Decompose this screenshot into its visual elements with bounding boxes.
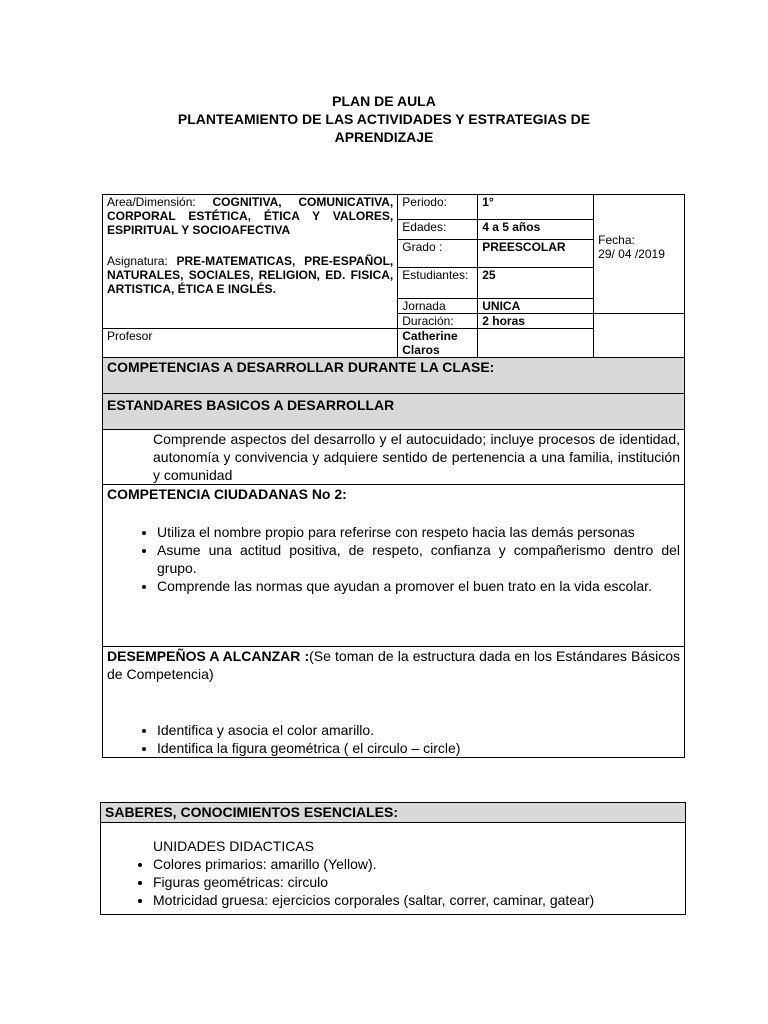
area-cell: Area/Dimensión: COGNITIVA, COMUNICATIVA, CORPORAL ESTÉTICA, ÉTICA Y VALORES, ESPIRITUAL Y SOCIOAFECTIVA [103, 195, 398, 254]
ciudadanas-list [107, 523, 680, 595]
saberes-cell [101, 823, 686, 915]
grado-value: PREESCOLAR [478, 240, 594, 268]
edades-value: 4 a 5 años [478, 220, 594, 240]
estudiantes-label: Estudiantes: [398, 268, 478, 299]
fecha-cell-filler [594, 314, 685, 358]
estudiantes-value: 25 [478, 268, 594, 299]
list-item: • Asume una actitud positiva, de respeto, confianza y compañerismo dentro del grupo. [157, 541, 680, 577]
fecha-cell: Fecha: 29/ 04 /2019 [594, 195, 685, 314]
ciudadanas-heading: COMPETENCIA CIUDADANAS No 2: [107, 486, 347, 502]
document-subtitle: PLANTEAMIENTO DE LAS ACTIVIDADES Y ESTRATEGIAS DE [177, 111, 591, 127]
desempenos-note: (Se toman de la estructura dada en los Estándares Básicos de Competencia) [107, 648, 681, 682]
list-item: • Utiliza el nombre propio para referirse con respeto hacia las demás personas [157, 523, 680, 541]
desempenos-heading: DESEMPEÑOS A ALCANZAR : [107, 648, 310, 664]
fecha-value: 29/ 04 /2019 [598, 247, 665, 261]
periodo-label: Periodo: [398, 195, 478, 220]
list-item: • Identifica y asocia el color amarillo. [157, 721, 680, 739]
estandares-heading: ESTANDARES BASICOS A DESARROLLAR [103, 394, 685, 430]
competencias-heading: COMPETENCIAS A DESARROLLAR DURANTE LA CLASE: [103, 358, 685, 394]
jornada-value: UNICA [478, 299, 594, 314]
periodo-value: 1° [478, 195, 594, 220]
document-title: PLAN DE AULA [332, 93, 436, 109]
asignatura-cell: Asignatura: PRE-MATEMATICAS, PRE-ESPAÑOL, NATURALES, SOCIALES, RELIGION, ED. FISICA, ARTISTICA, ÉTICA E INGLÉS. [103, 254, 398, 329]
ciudadanas-cell [103, 485, 685, 647]
duracion-value: 2 horas [478, 314, 594, 329]
profesor-label: Profesor [103, 329, 398, 358]
saberes-table [100, 802, 686, 915]
area-value: COGNITIVA, COMUNICATIVA, CORPORAL ESTÉTICA, ÉTICA Y VALORES, ESPIRITUAL Y SOCIOAFECTIVA [107, 195, 394, 237]
jornada-label: Jornada [398, 299, 478, 314]
list-item: • Motricidad gruesa: ejercicios corporales (saltar, correr, caminar, gatear) [153, 891, 681, 909]
desempenos-list [107, 721, 680, 757]
asignatura-value: PRE-MATEMATICAS, PRE-ESPAÑOL, NATURALES, SOCIALES, RELIGION, ED. FISICA, ARTISTICA, ÉTICA E INGLÉS. [107, 253, 394, 296]
grado-label: Grado : [398, 240, 478, 268]
list-item: • Figuras geométricas: circulo [153, 873, 681, 891]
list-item: • Comprende las normas que ayudan a promover el buen trato en la vida escolar. [157, 577, 680, 595]
profesor-value: Catherine Claros [398, 329, 478, 358]
document-subtitle-2: APRENDIZAJE [334, 129, 434, 145]
saberes-list [105, 855, 681, 909]
saberes-subheading: UNIDADES DIDACTICAS [153, 838, 315, 854]
estandares-text: Comprende aspectos del desarrollo y el autocuidado; incluye procesos de identidad, autonomía y convivencia y adquiere sentido de pertenencia a una familia, institución y comunidad [103, 430, 685, 485]
list-item: • Identifica la figura geométrica ( el circulo – circle) [157, 739, 680, 757]
saberes-heading: SABERES, CONOCIMIENTOS ESENCIALES: [101, 803, 686, 823]
list-item: • Colores primarios: amarillo (Yellow). [153, 855, 681, 873]
edades-label: Edades: [398, 220, 478, 240]
duracion-label: Duración: [398, 314, 478, 329]
plan-table [102, 194, 685, 758]
desempenos-cell [103, 647, 685, 758]
